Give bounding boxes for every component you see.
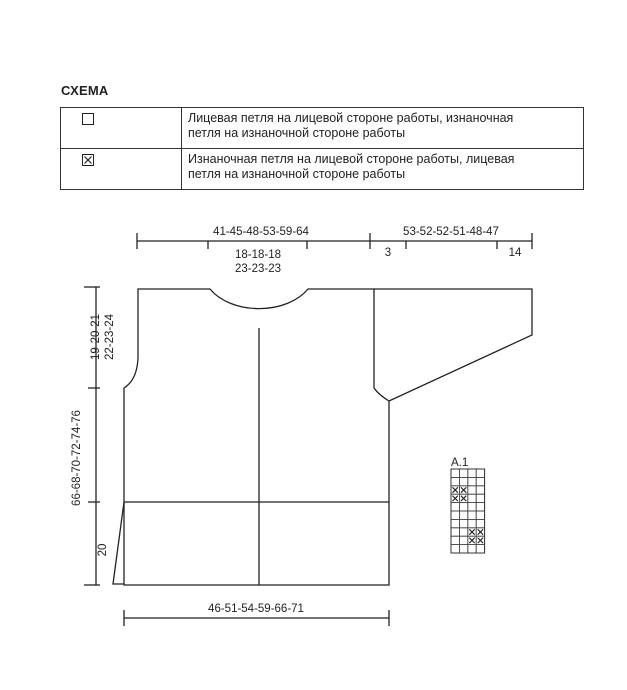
chart-cell: [459, 545, 467, 553]
chart-cell: [459, 536, 467, 544]
neck-width-label: 18-18-18: [234, 249, 282, 261]
chart-cell: [476, 511, 484, 519]
chart-cell: [451, 536, 459, 544]
neck-width-label: 23-23-23: [234, 263, 282, 275]
sleeve-end-label: 14: [508, 247, 522, 259]
side-slit-outline: [113, 502, 124, 584]
chart-cell: [451, 469, 459, 477]
chart-cell: [459, 503, 467, 511]
chart-cell: [459, 528, 467, 536]
chart-cell: [468, 486, 476, 494]
legend-text-line: Лицевая петля на лицевой стороне работы, изнаночная: [188, 111, 514, 125]
chart-cell: [468, 469, 476, 477]
chart-cell: [468, 511, 476, 519]
bottom-width-label: 46-51-54-59-66-71: [208, 603, 304, 615]
scheme-title: СХЕМА: [61, 83, 109, 98]
rib-height-label: 20: [97, 543, 109, 557]
chart-cell: [476, 545, 484, 553]
chart-cell: [451, 477, 459, 485]
legend-text-line: петля на изнаночной стороне работы: [188, 167, 406, 181]
chart-cell: [468, 519, 476, 527]
chart-cell: [468, 494, 476, 502]
chart-cell: [476, 494, 484, 502]
chart-cell: [451, 519, 459, 527]
chart-cell: [476, 477, 484, 485]
chart-cell: [476, 469, 484, 477]
chart-cell: [451, 503, 459, 511]
chart-cell: [476, 503, 484, 511]
armhole-label: 19-20-21: [90, 313, 102, 361]
legend-text-line: петля на изнаночной стороне работы: [188, 126, 406, 140]
sleeve-length-label: 53-52-52-51-48-47: [403, 226, 499, 238]
chart-cell: [451, 528, 459, 536]
chart-cell: [459, 477, 467, 485]
total-length-label: 66-68-70-72-74-76: [71, 410, 83, 506]
chart-cell: [459, 469, 467, 477]
chart-cell: [468, 545, 476, 553]
chart-cell: [468, 503, 476, 511]
chart-grid: [451, 469, 485, 553]
chart-cell: [459, 511, 467, 519]
top-width-label: 41-45-48-53-59-64: [213, 226, 309, 238]
sleeve-outline: [374, 289, 532, 401]
chart-label: A.1: [451, 457, 469, 469]
chart-cell: [451, 545, 459, 553]
body-outline: [124, 289, 389, 585]
chart-cell: [476, 486, 484, 494]
chart-cell: [468, 477, 476, 485]
armhole-label: 22-23-24: [104, 313, 116, 361]
chart-cell: [451, 511, 459, 519]
legend-text-line: Изнаночная петля на лицевой стороне работы, лицевая: [188, 152, 515, 166]
chart-cell: [476, 519, 484, 527]
chart-cell: [459, 519, 467, 527]
shoulder-label: 3: [384, 247, 392, 259]
